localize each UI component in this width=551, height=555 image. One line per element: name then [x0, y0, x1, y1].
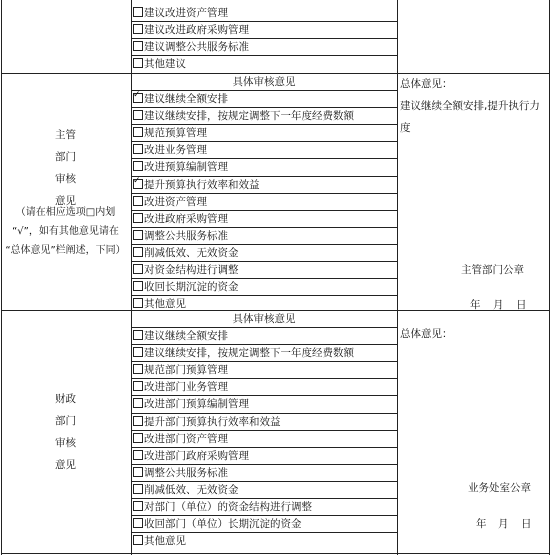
list-item: [131, 328, 397, 345]
finance-overall-label: 总体意见：: [400, 328, 453, 340]
list-item: [131, 465, 397, 482]
checkbox-icon[interactable]: [133, 230, 143, 240]
dept-date-day: 日: [516, 299, 527, 311]
list-item: [131, 414, 397, 431]
option-label: 削减低效、无效资金: [144, 246, 239, 259]
option-label: 削减低效、无效资金: [144, 483, 239, 496]
list-item: [131, 211, 397, 228]
list-item: [131, 345, 397, 362]
option-label: 改进部门业务管理: [144, 381, 228, 394]
checkbox-icon[interactable]: [133, 484, 143, 494]
option-label: 收回部门（单位）长期沉淀的资金: [144, 518, 302, 531]
list-item: [131, 431, 397, 448]
list-item: [131, 262, 397, 279]
option-label: 建议继续安排，按规定调整下一年度经费数额: [144, 347, 354, 360]
checkbox-icon[interactable]: [133, 381, 143, 391]
checkbox-icon[interactable]: [133, 347, 143, 357]
option-label: 建议继续全额安排: [144, 93, 228, 105]
list-item: [131, 5, 397, 22]
option-label: 提升预算执行效率和效益: [144, 178, 260, 191]
checkbox-icon[interactable]: [133, 110, 143, 120]
list-item: [131, 22, 397, 39]
option-label: 规范预算管理: [144, 127, 207, 140]
list-item: [131, 39, 397, 56]
checkbox-icon[interactable]: [133, 364, 143, 374]
list-item: [131, 177, 397, 194]
list-item: [131, 194, 397, 211]
checkbox-icon[interactable]: [133, 467, 143, 477]
table-border-bottom: [1, 553, 550, 554]
finance-seal-label: 业务处室公章: [468, 482, 531, 494]
dept-seal-label: 主管部门公章: [461, 264, 524, 276]
option-label: 改进部门预算编制管理: [144, 398, 249, 411]
list-item: [131, 516, 397, 533]
option-label: 规范部门预算管理: [144, 364, 228, 377]
checkbox-icon[interactable]: [133, 416, 143, 426]
checkbox-icon[interactable]: [133, 264, 143, 274]
list-item: [131, 228, 397, 245]
dept-section-title: 主管 部门 审核 意见: [55, 129, 76, 207]
finance-date-month: 月: [498, 518, 509, 530]
option-label: 其他建议: [144, 58, 186, 71]
finance-overall-opinion: [400, 323, 548, 345]
list-item: [131, 448, 397, 465]
dept-detail-header: 具体审核意见: [232, 76, 296, 88]
option-label: 改进部门资产管理: [144, 432, 228, 445]
dept-overall-opinion: [400, 73, 548, 139]
option-label: 改进政府采购管理: [144, 212, 228, 225]
checkbox-icon[interactable]: [133, 24, 143, 34]
list-item: [131, 108, 397, 125]
checkbox-icon[interactable]: [133, 330, 143, 340]
list-item: [131, 396, 397, 413]
option-label: 其他意见: [144, 298, 186, 311]
dept-overall-text-cont: 度: [400, 122, 411, 134]
checked-box-icon[interactable]: [133, 93, 143, 103]
dept-date-year: 年: [470, 299, 481, 311]
option-label: 改进资产管理: [144, 195, 207, 208]
list-item: [131, 499, 397, 516]
checkbox-icon[interactable]: [133, 196, 143, 206]
list-item: [131, 362, 397, 379]
checkbox-icon[interactable]: [133, 7, 143, 17]
checkbox-icon[interactable]: [133, 41, 143, 51]
checkbox-icon[interactable]: [133, 535, 143, 545]
checkbox-icon[interactable]: [133, 281, 143, 291]
list-item: [131, 91, 397, 108]
option-label: 调整公共服务标准: [144, 229, 228, 242]
option-label: 改进部门政府采购管理: [144, 449, 249, 462]
list-item: [131, 142, 397, 159]
list-item: [131, 379, 397, 396]
option-label: 建议调整公共服务标准: [144, 41, 249, 54]
option-label: 建议继续全额安排: [144, 330, 228, 342]
option-label: 建议改进资产管理: [144, 7, 228, 19]
checkbox-icon[interactable]: [133, 161, 143, 171]
option-label: 调整公共服务标准: [144, 466, 228, 479]
checkbox-icon[interactable]: [133, 450, 143, 460]
option-label: 其他意见: [144, 535, 186, 548]
option-label: 改进业务管理: [144, 144, 207, 157]
option-label: 收回长期沉淀的资金: [144, 281, 239, 294]
checkbox-icon[interactable]: [133, 213, 143, 223]
list-item: [131, 533, 397, 550]
checkbox-icon[interactable]: [133, 58, 143, 68]
option-label: 建议继续安排，按规定调整下一年度经费数额: [144, 110, 354, 123]
checkbox-icon[interactable]: [133, 518, 143, 528]
option-label: 对部门（单位）的资金结构进行调整: [144, 501, 312, 513]
checkbox-icon[interactable]: [133, 247, 143, 257]
checkbox-icon[interactable]: [133, 144, 143, 154]
option-label: 对资金结构进行调整: [144, 264, 239, 276]
list-item: [131, 56, 397, 73]
checkbox-icon[interactable]: [133, 398, 143, 408]
option-label: 改进预算编制管理: [144, 161, 228, 174]
checkbox-icon[interactable]: [133, 501, 143, 511]
checkbox-icon[interactable]: [133, 127, 143, 137]
finance-section-title: 财政 部门 审核 意见: [55, 393, 76, 471]
option-label: 提升部门预算执行效率和效益: [144, 415, 281, 428]
list-item: [131, 482, 397, 499]
dept-date-month: 月: [493, 299, 504, 311]
checkbox-icon[interactable]: [133, 433, 143, 443]
dept-section-note: （请在相应选项□内划 “√”，如有其他意见请在 “总体意见”栏阐述，下同）: [5, 207, 126, 256]
option-label: 建议改进政府采购管理: [144, 24, 249, 37]
checked-box-icon[interactable]: [133, 179, 143, 189]
finance-date-year: 年: [476, 518, 487, 530]
list-item: [131, 245, 397, 262]
list-item: [131, 279, 397, 296]
dept-overall-text: 建议继续全额安排,提升执行力: [400, 100, 540, 112]
checkbox-icon[interactable]: [133, 298, 143, 308]
finance-date-day: 日: [521, 518, 532, 530]
dept-overall-label: 总体意见：: [400, 78, 453, 90]
table-border-right: [549, 0, 550, 555]
finance-detail-header: 具体审核意见: [232, 313, 296, 325]
list-item: [131, 159, 397, 176]
list-item: [131, 125, 397, 142]
